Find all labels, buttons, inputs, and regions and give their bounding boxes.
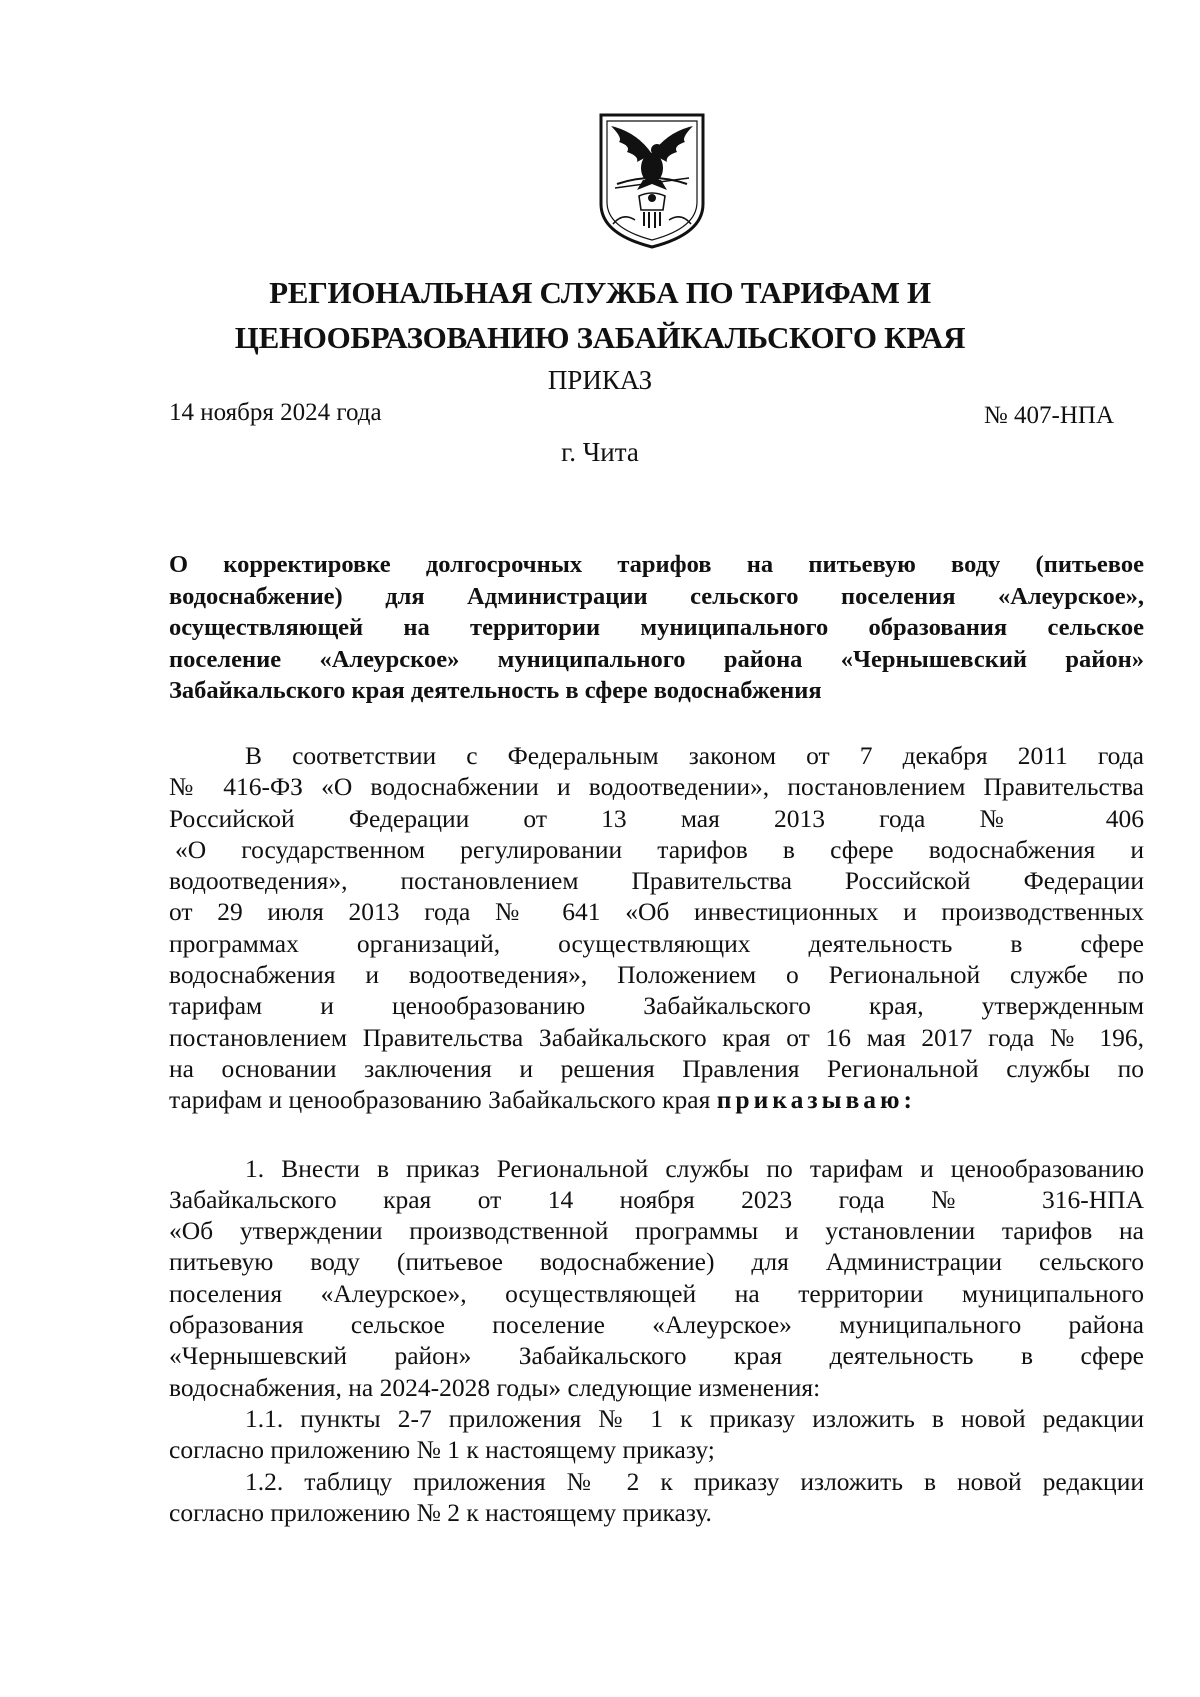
preamble-line: № 416-ФЗ «О водоснабжении и водоотведении», постановлением Правительства bbox=[169, 772, 1144, 802]
item1-line: поселения «Алеурское», осуществляющей на территории муниципального bbox=[169, 1278, 1144, 1308]
order-word: приказываю: bbox=[716, 1085, 916, 1115]
subject-line: О корректировке долгосрочных тарифов на питьевую воду (питьевое bbox=[169, 551, 1144, 578]
subject-line: Забайкальского края деятельность в сфере водоснабжения bbox=[169, 677, 822, 704]
preamble-line: программах организаций, осуществляющих деятельность в сфере bbox=[169, 928, 1144, 958]
preamble-line: Российской Федерации от 13 мая 2013 года № 406 bbox=[169, 803, 1144, 833]
preamble-line-text: тарифам и ценообразованию Забайкальского края bbox=[169, 1085, 711, 1115]
document-city: г. Чита bbox=[561, 437, 639, 467]
item1-1-line: 1.1. пункты 2-7 приложения № 1 к приказу изложить в новой редакции bbox=[245, 1403, 1144, 1433]
preamble-line: постановлением Правительства Забайкальского края от 16 мая 2017 года № 196, bbox=[169, 1022, 1144, 1052]
item1-line: водоснабжения, на 2024-2028 годы» следующие изменения: bbox=[169, 1372, 821, 1402]
subject-line: поселение «Алеурское» муниципального района «Чернышевский район» bbox=[169, 645, 1144, 673]
item1-2-line: 1.2. таблицу приложения № 2 к приказу изложить в новой редакции bbox=[245, 1466, 1144, 1496]
preamble-line: «О государственном регулировании тарифов в сфере водоснабжения и bbox=[175, 834, 1144, 864]
preamble-last-line bbox=[169, 1084, 1144, 1115]
item1-line: питьевую воду (питьевое водоснабжение) для Администрации сельского bbox=[169, 1247, 1144, 1277]
preamble-line: В соответствии с Федеральным законом от 7 декабря 2011 года bbox=[245, 741, 1144, 770]
document-number: № 407-НПА bbox=[983, 402, 1114, 429]
preamble-line: на основании заключения и решения Правления Региональной службы по bbox=[169, 1053, 1144, 1083]
document-date: 14 ноября 2024 года bbox=[169, 399, 382, 426]
agency-name-line: ЦЕНООБРАЗОВАНИЮ ЗАБАЙКАЛЬСКОГО КРАЯ bbox=[234, 320, 966, 355]
coat-of-arms-icon bbox=[597, 112, 707, 250]
item1-line: «Чернышевский район» Забайкальского края деятельность в сфере bbox=[169, 1341, 1144, 1371]
item1-2-line: согласно приложению № 2 к настоящему приказу. bbox=[169, 1497, 712, 1527]
item1-line: Забайкальского края от 14 ноября 2023 года № 316-НПА bbox=[169, 1184, 1144, 1214]
item1-line: образования сельское поселение «Алеурское» муниципального района bbox=[169, 1310, 1144, 1340]
item1-line: 1. Внести в приказ Региональной службы по тарифам и ценообразованию bbox=[245, 1153, 1144, 1183]
document-type: ПРИКАЗ bbox=[547, 365, 653, 395]
document-body bbox=[169, 740, 1144, 1528]
document-subject bbox=[169, 549, 1144, 707]
item1-line: «Об утверждении производственной программы и установлении тарифов на bbox=[169, 1216, 1144, 1246]
item1-1-line: согласно приложению № 1 к настоящему приказу; bbox=[169, 1435, 715, 1465]
subject-line: осуществляющей на территории муниципального образования сельское bbox=[169, 614, 1144, 641]
agency-name bbox=[0, 270, 1200, 360]
preamble-line: водоотведения», постановлением Правительства Российской Федерации bbox=[169, 866, 1144, 896]
coat-of-arms-emblem bbox=[597, 112, 707, 250]
preamble-line: водоснабжения и водоотведения», Положением о Региональной службе по bbox=[169, 960, 1144, 990]
preamble-line: от 29 июля 2013 года № 641 «Об инвестиционных и производственных bbox=[169, 897, 1144, 927]
agency-name-line: РЕГИОНАЛЬНАЯ СЛУЖБА ПО ТАРИФАМ И bbox=[269, 275, 931, 310]
subject-line: водоснабжение) для Администрации сельского поселения «Алеурское», bbox=[169, 582, 1144, 610]
preamble-line: тарифам и ценообразованию Забайкальского края, утвержденным bbox=[169, 991, 1144, 1021]
